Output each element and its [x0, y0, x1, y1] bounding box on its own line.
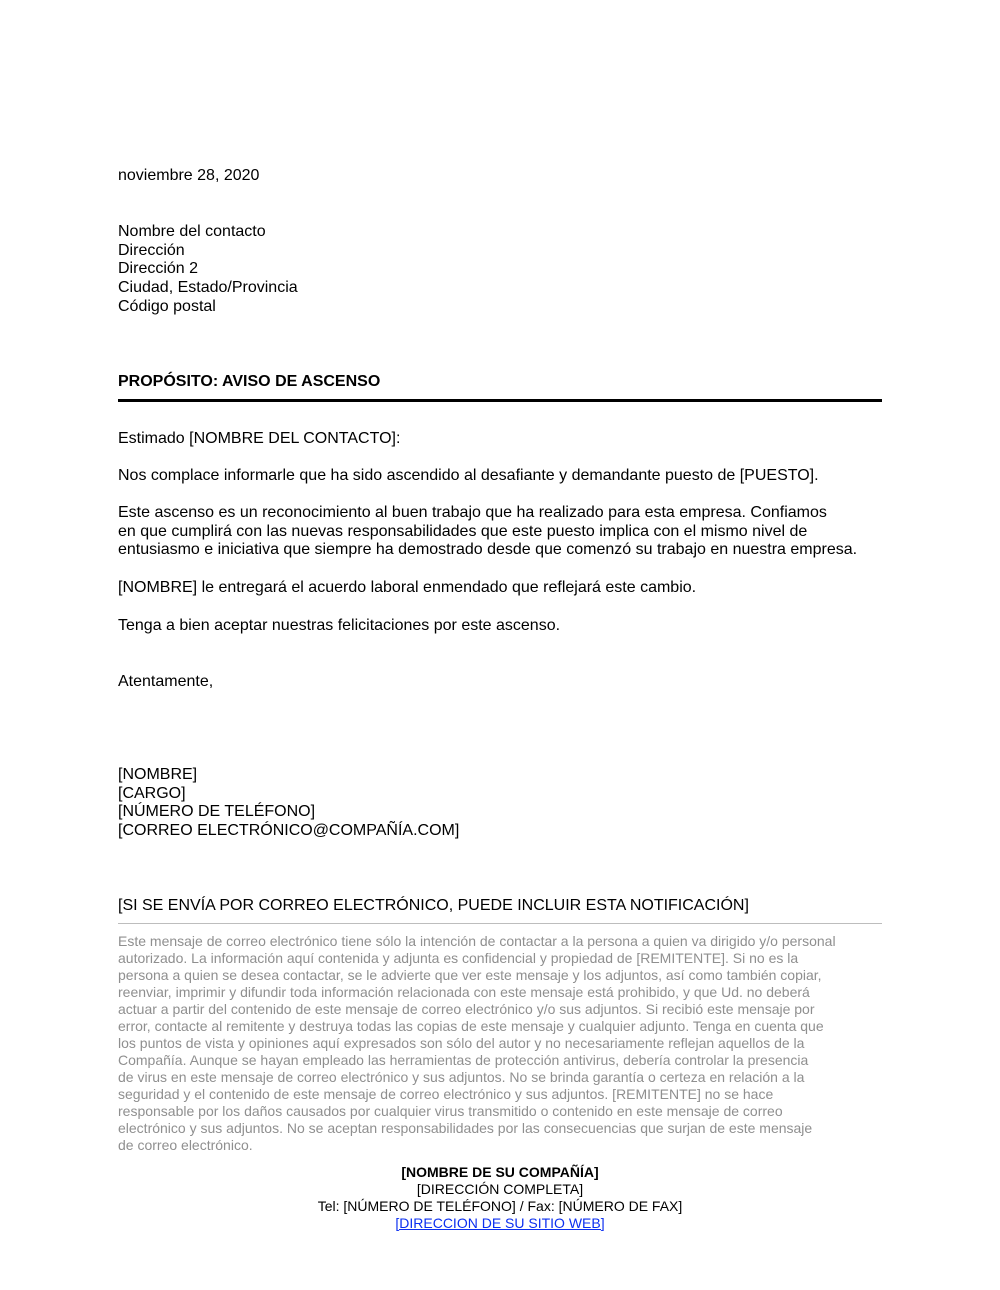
closing: Atentamente,: [118, 673, 214, 690]
disclaimer-line: electrónico y sus adjuntos. No se aceptan responsabilidades por las consecuencias que surjan de este mensaje: [118, 1120, 813, 1136]
email-notice-heading: [SI SE ENVÍA POR CORREO ELECTRÓNICO, PUEDE INCLUIR ESTA NOTIFICACIÓN]: [118, 897, 749, 914]
recipient-address-2: Dirección 2: [118, 260, 199, 278]
disclaimer-line: error, contacte al remitente y destruya todas las copias de este mensaje y cualquier adjunto. Tenga en cuenta que: [118, 1018, 824, 1034]
salutation: Estimado [NOMBRE DEL CONTACTO]:: [118, 430, 401, 447]
disclaimer-line: persona a quien se desea contactar, se le advierte que ver este mensaje y los adjuntos, así como también copiar,: [118, 967, 822, 983]
purpose-heading: PROPÓSITO: AVISO DE ASCENSO: [118, 373, 381, 390]
body-paragraph-3: [NOMBRE] le entregará el acuerdo laboral enmendado que reflejará este cambio.: [118, 579, 697, 596]
disclaimer-line: reenviar, imprimir y difundir toda información relacionada con este mensaje está prohibido, y que Ud. no deberá: [118, 984, 810, 1000]
signer-email: [CORREO ELECTRÓNICO@COMPAÑÍA.COM]: [118, 822, 460, 840]
company-footer: [118, 1164, 882, 1232]
recipient-postal-code: Código postal: [118, 297, 216, 315]
disclaimer-line: Compañía. Aunque se hayan empleado las herramientas de protección antivirus, debería controlar la presencia: [118, 1052, 809, 1068]
body-paragraph-2: [118, 504, 882, 560]
letter-date: noviembre 28, 2020: [118, 167, 260, 184]
signer-phone: [NÚMERO DE TELÉFONO]: [118, 803, 316, 821]
body-paragraph-4: Tenga a bien aceptar nuestras felicitaciones por este ascenso.: [118, 617, 561, 634]
notice-divider: [118, 923, 882, 924]
recipient-city-state: Ciudad, Estado/Provincia: [118, 279, 298, 297]
body-paragraph-1: Nos complace informarle que ha sido ascendido al desafiante y demandante puesto de [PUESTO].: [118, 467, 819, 484]
disclaimer-line: Este mensaje de correo electrónico tiene sólo la intención de contactar a la persona a quien va dirigido y/o personal: [118, 933, 836, 949]
signature-block: [118, 766, 459, 841]
footer-address: [DIRECCIÓN COMPLETA]: [416, 1181, 584, 1197]
email-disclaimer: [118, 933, 882, 1154]
footer-phone-fax: Tel: [NÚMERO DE TELÉFONO] / Fax: [NÚMERO DE FAX]: [317, 1198, 683, 1214]
disclaimer-line: actuar a partir del contenido de este mensaje de correo electrónico y/o sus adjuntos. Si recibió este mensaje por: [118, 1001, 815, 1017]
paragraph-2-line: entusiasmo e iniciativa que siempre ha demostrado desde que comenzó su trabajo en nuestra empresa.: [118, 541, 858, 559]
disclaimer-line: de virus en este mensaje de correo electrónico y sus adjuntos. No se brinda garantía o certeza en relación a la: [118, 1069, 805, 1085]
disclaimer-line: responsable por los daños causados por cualquier virus transmitido o contenido en este mensaje de correo: [118, 1103, 783, 1119]
recipient-address-1: Dirección: [118, 241, 185, 259]
recipient-address-block: [118, 223, 298, 317]
disclaimer-line: de correo electrónico.: [118, 1137, 253, 1153]
disclaimer-line: seguridad y el contenido de este mensaje de correo electrónico y sus adjuntos. [REMITENTE] no se hace: [118, 1086, 774, 1102]
disclaimer-line: autorizado. La información aquí contenida y adjunta es confidencial y propiedad de [REMITENTE]. Si no es la: [118, 950, 799, 966]
letter-page: [118, 0, 882, 1290]
recipient-name: Nombre del contacto: [118, 223, 266, 240]
paragraph-2-line: en que cumplirá con las nuevas responsabilidades que este puesto implica con el mismo nivel de: [118, 522, 808, 540]
paragraph-2-line: Este ascenso es un reconocimiento al buen trabajo que ha realizado para esta empresa. Confiamos: [118, 504, 827, 521]
footer-website-link[interactable]: [DIRECCION DE SU SITIO WEB]: [395, 1215, 605, 1231]
signer-title: [CARGO]: [118, 784, 186, 802]
footer-company-name: [NOMBRE DE SU COMPAÑÍA]: [401, 1164, 599, 1180]
purpose-divider: [118, 399, 882, 402]
signer-name: [NOMBRE]: [118, 766, 198, 783]
disclaimer-line: los puntos de vista y opiniones aquí expresados son sólo del autor y no necesariamente reflejan aquellos de la: [118, 1035, 805, 1051]
